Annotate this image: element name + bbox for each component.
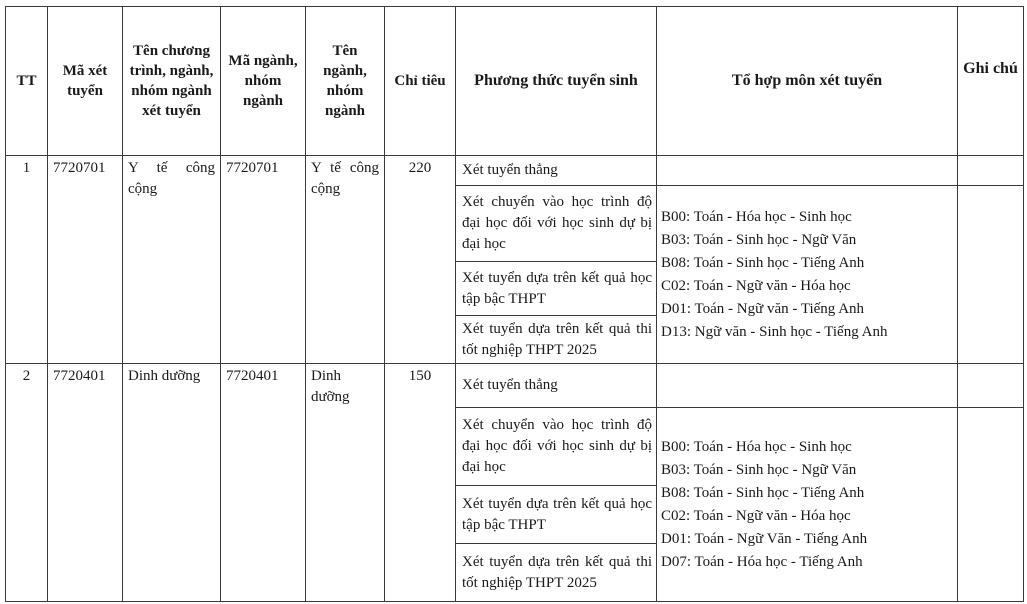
combo-item: B08: Toán - Sinh học - Tiếng Anh (661, 484, 865, 501)
cell-method: Xét tuyển thẳng (456, 156, 657, 186)
header-ma-xet-tuyen: Mã xét tuyển (48, 7, 123, 156)
admission-table (5, 6, 1024, 602)
combo-item: C02: Toán - Ngữ văn - Hóa học (661, 507, 851, 524)
table-row (6, 364, 1024, 408)
combo-item: B03: Toán - Sinh học - Ngữ Văn (661, 231, 857, 248)
header-tt: TT (6, 7, 48, 156)
combo-item: B08: Toán - Sinh học - Tiếng Anh (661, 254, 865, 271)
combo-item: D13: Ngữ văn - Sinh học - Tiếng Anh (661, 323, 888, 340)
cell-ten-nganh: Dinh dưỡng (306, 364, 385, 602)
cell-tt: 1 (6, 156, 48, 364)
cell-method: Xét tuyển thẳng (456, 364, 657, 408)
cell-method: Xét tuyển dựa trên kết quả học tập bậc THPT (456, 262, 657, 316)
header-phuong-thuc: Phương thức tuyển sinh (456, 7, 657, 156)
header-to-hop: Tổ hợp môn xét tuyển (657, 7, 958, 156)
combo-item: B00: Toán - Hóa học - Sinh học (661, 208, 852, 225)
cell-tt: 2 (6, 364, 48, 602)
cell-method: Xét chuyển vào học trình độ đại học đối với học sinh dự bị đại học (456, 408, 657, 486)
cell-ghi-chu-empty (958, 186, 1024, 364)
cell-combos (657, 408, 958, 602)
combo-item: B00: Toán - Hóa học - Sinh học (661, 438, 852, 455)
cell-chi-tieu: 220 (385, 156, 456, 364)
cell-method: Xét chuyển vào học trình độ đại học đối với học sinh dự bị đại học (456, 186, 657, 262)
cell-ghi-chu-empty (958, 364, 1024, 408)
cell-method: Xét tuyển dựa trên kết quả học tập bậc THPT (456, 486, 657, 544)
combo-item: D01: Toán - Ngữ Văn - Tiếng Anh (661, 530, 868, 547)
cell-combo-empty (657, 156, 958, 186)
cell-ma-xet-tuyen: 7720401 (48, 364, 123, 602)
cell-ma-nganh: 7720401 (221, 364, 306, 602)
cell-chi-tieu: 150 (385, 364, 456, 602)
cell-combo-empty (657, 364, 958, 408)
cell-ten-chuong-trinh: Y tế công cộng (123, 156, 221, 364)
combo-item: C02: Toán - Ngữ văn - Hóa học (661, 277, 851, 294)
cell-ma-nganh: 7720701 (221, 156, 306, 364)
table-row (6, 156, 1024, 186)
cell-ghi-chu-empty (958, 408, 1024, 602)
header-chi-tieu: Chỉ tiêu (385, 7, 456, 156)
cell-ten-chuong-trinh: Dinh dưỡng (123, 364, 221, 602)
header-ten-nganh: Tên ngành, nhóm ngành (306, 7, 385, 156)
header-ten-chuong-trinh: Tên chương trình, ngành, nhóm ngành xét tuyển (123, 7, 221, 156)
combo-item: D07: Toán - Hóa học - Tiếng Anh (661, 553, 863, 570)
cell-method: Xét tuyển dựa trên kết quả thi tốt nghiệp THPT 2025 (456, 316, 657, 364)
combo-item: D01: Toán - Ngữ văn - Tiếng Anh (661, 300, 865, 317)
header-ma-nganh: Mã ngành, nhóm ngành (221, 7, 306, 156)
cell-ghi-chu-empty (958, 156, 1024, 186)
combo-item: B03: Toán - Sinh học - Ngữ Văn (661, 461, 857, 478)
cell-ten-nganh: Y tế công cộng (306, 156, 385, 364)
header-row (6, 7, 1024, 156)
cell-combos (657, 186, 958, 364)
header-ghi-chu: Ghi chú (958, 7, 1024, 156)
cell-ma-xet-tuyen: 7720701 (48, 156, 123, 364)
cell-method: Xét tuyển dựa trên kết quả thi tốt nghiệp THPT 2025 (456, 544, 657, 602)
